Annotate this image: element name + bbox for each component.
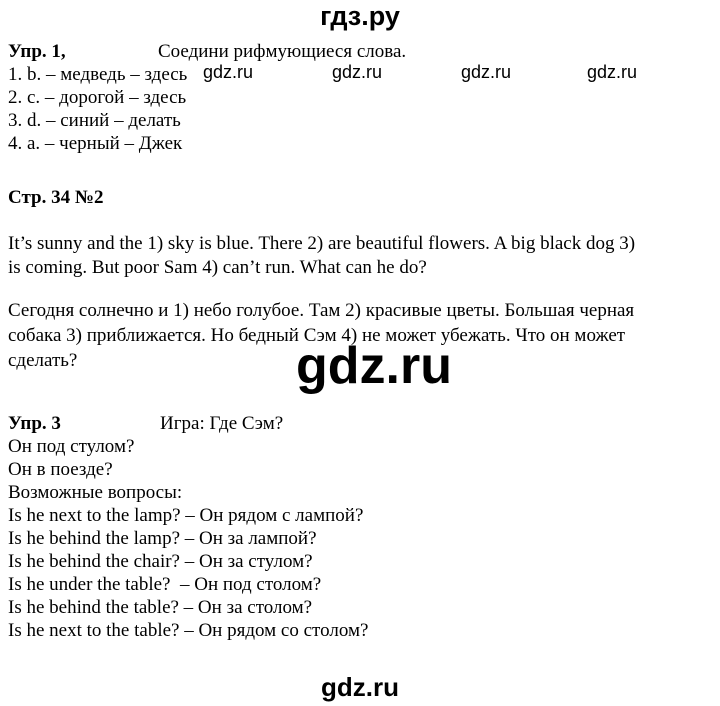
watermark-small: gdz.ru (332, 62, 383, 82)
ex3-line: Is he under the table? – Он под столом? (8, 574, 322, 595)
ex3-task: Игра: Где Сэм? (160, 413, 284, 434)
ex1-line: 3. d. – синий – делать (8, 110, 181, 131)
watermark-small: gdz.ru (587, 62, 638, 82)
ex2-en-line: It’s sunny and the 1) sky is blue. There 2) are beautiful flowers. A big black dog 3) (8, 233, 636, 254)
ex3-line: Is he behind the chair? – Он за стулом? (8, 551, 313, 572)
watermark-footer: gdz.ru (321, 672, 399, 702)
ex1-line: 4. a. – черный – Джек (8, 133, 183, 154)
site-header: гдз.ру (320, 1, 400, 31)
ex1-line: 2. с. – дорогой – здесь (8, 87, 187, 108)
ex2-ru-line: сделать? (8, 350, 78, 371)
ex2-ru-line: Сегодня солнечно и 1) небо голубое. Там 2) красивые цветы. Большая черная (8, 300, 635, 321)
ex3-line: Он в поезде? (8, 459, 113, 480)
ex1-title: Упр. 1, (8, 41, 66, 62)
ex3-line: Is he behind the lamp? – Он за лампой? (8, 528, 317, 549)
ex3-line: Возможные вопросы: (8, 482, 183, 503)
ex3-line: Он под стулом? (8, 436, 135, 457)
watermark-small: gdz.ru (203, 62, 254, 82)
ex1-line: 1. b. – медведь – здесь (8, 64, 188, 85)
ex3-line: Is he behind the table? – Он за столом? (8, 597, 313, 618)
ex2-ru-line: собака 3) приближается. Но бедный Сэм 4) не может убежать. Что он может (8, 325, 626, 346)
ex3-title: Упр. 3 (8, 413, 61, 434)
ex3-line: Is he next to the lamp? – Он рядом с лампой? (8, 505, 364, 526)
watermark-small: gdz.ru (461, 62, 512, 82)
ex1-task: Соедини рифмующиеся слова. (158, 41, 407, 62)
ex2-title: Стр. 34 №2 (8, 187, 104, 208)
watermark-big: gdz.ru (296, 337, 452, 395)
ex2-en-line: is coming. But poor Sam 4) can’t run. What can he do? (8, 257, 427, 278)
ex3-line: Is he next to the table? – Он рядом со столом? (8, 620, 369, 641)
